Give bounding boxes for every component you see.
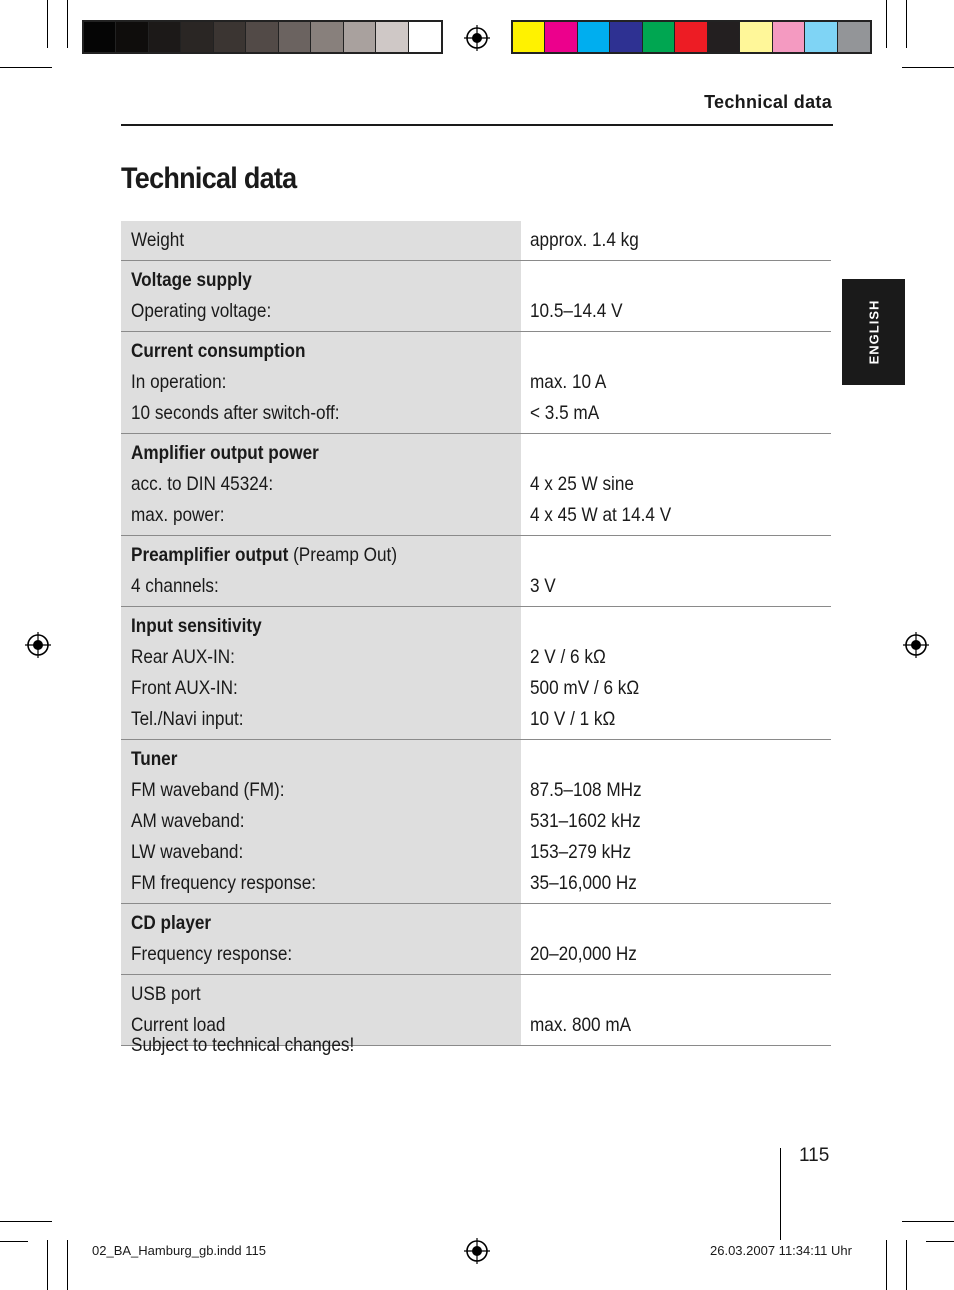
spec-value: 35–16,000 Hz xyxy=(530,872,637,894)
color-swatch xyxy=(805,22,837,52)
spec-heading: Voltage supply xyxy=(131,269,252,291)
spec-label: 4 channels: xyxy=(131,575,219,597)
spec-label: Frequency response: xyxy=(131,943,293,965)
crop-mark xyxy=(47,1240,48,1290)
spec-label: Current load xyxy=(131,1014,226,1036)
crop-mark xyxy=(906,0,907,48)
spec-labels xyxy=(121,904,521,974)
color-swatch xyxy=(578,22,610,52)
page-number: 115 xyxy=(799,1145,830,1166)
spec-section xyxy=(121,904,831,975)
color-swatch xyxy=(545,22,577,52)
spec-label: Front AUX-IN: xyxy=(131,677,238,699)
spec-section xyxy=(121,332,831,434)
color-swatch xyxy=(279,22,311,52)
process-color-bar xyxy=(511,20,872,54)
color-swatch xyxy=(311,22,343,52)
disclaimer-note: Subject to technical changes! xyxy=(131,1034,355,1056)
spec-heading: Tuner xyxy=(131,748,178,770)
spec-value: 10.5–14.4 V xyxy=(530,300,623,322)
spec-label: Weight xyxy=(131,229,185,251)
spec-labels xyxy=(121,536,521,606)
color-swatch xyxy=(838,22,870,52)
slug-filename: 02_BA_Hamburg_gb.indd 115 xyxy=(92,1243,266,1258)
spec-value: 87.5–108 MHz xyxy=(530,779,642,801)
color-swatch xyxy=(149,22,181,52)
spec-labels xyxy=(121,261,521,331)
spec-value: 531–1602 kHz xyxy=(530,810,641,832)
spec-heading: Amplifier output power xyxy=(131,442,319,464)
spec-value: 3 V xyxy=(530,575,556,597)
spec-labels xyxy=(121,740,521,903)
spec-labels xyxy=(121,434,521,535)
crop-mark xyxy=(67,1240,68,1290)
running-head: Technical data xyxy=(704,92,832,112)
spec-value: 20–20,000 Hz xyxy=(530,943,637,965)
spec-section xyxy=(121,536,831,607)
spec-label: Rear AUX-IN: xyxy=(131,646,235,668)
spec-label: USB port xyxy=(131,983,201,1005)
crop-mark xyxy=(902,1221,954,1222)
spec-value: 4 x 25 W sine xyxy=(530,473,634,495)
spec-label: AM waveband: xyxy=(131,810,245,832)
spec-value: max. 10 A xyxy=(530,371,607,393)
color-swatch xyxy=(513,22,545,52)
color-swatch xyxy=(344,22,376,52)
spec-heading: Input sensitivity xyxy=(131,615,262,637)
spec-label: FM waveband (FM): xyxy=(131,779,285,801)
spec-values xyxy=(521,434,831,535)
spec-value: max. 800 mA xyxy=(530,1014,632,1036)
spec-value xyxy=(530,611,795,642)
spec-heading: Current consumption xyxy=(131,340,306,362)
footer-rule xyxy=(780,1148,781,1240)
spec-label: FM frequency response: xyxy=(131,872,317,894)
spec-labels xyxy=(121,221,521,260)
spec-label: max. power: xyxy=(131,504,225,526)
color-swatch xyxy=(708,22,740,52)
color-swatch xyxy=(740,22,772,52)
spec-value: 153–279 kHz xyxy=(530,841,632,863)
crop-mark xyxy=(67,0,68,48)
spec-values xyxy=(521,332,831,433)
slug-timestamp: 26.03.2007 11:34:11 Uhr xyxy=(710,1243,852,1258)
grayscale-color-bar xyxy=(82,20,443,54)
spec-value xyxy=(530,540,795,571)
spec-value xyxy=(530,908,795,939)
spec-label: acc. to DIN 45324: xyxy=(131,473,274,495)
crop-mark xyxy=(0,1221,52,1222)
registration-mark-icon xyxy=(464,1238,490,1264)
spec-values xyxy=(521,607,831,739)
spec-values xyxy=(521,536,831,606)
crop-mark xyxy=(886,1240,887,1290)
color-swatch xyxy=(214,22,246,52)
spec-value xyxy=(530,744,795,775)
spec-value: 10 V / 1 kΩ xyxy=(530,708,616,730)
spec-value: 4 x 45 W at 14.4 V xyxy=(530,504,672,526)
crop-mark xyxy=(47,0,48,48)
spec-value: 500 mV / 6 kΩ xyxy=(530,677,640,699)
spec-values xyxy=(521,975,831,1045)
crop-mark xyxy=(906,1240,907,1290)
spec-section xyxy=(121,434,831,536)
spec-section xyxy=(121,221,831,261)
crop-mark xyxy=(926,1241,954,1242)
spec-heading: CD player xyxy=(131,912,212,934)
color-swatch xyxy=(181,22,213,52)
spec-label: LW waveband: xyxy=(131,841,244,863)
registration-mark-icon xyxy=(25,632,51,658)
spec-value xyxy=(530,265,795,296)
color-swatch xyxy=(409,22,441,52)
spec-section xyxy=(121,740,831,904)
spec-values xyxy=(521,904,831,974)
spec-label: In operation: xyxy=(131,371,227,393)
spec-label: Operating voltage: xyxy=(131,300,272,322)
crop-mark xyxy=(902,67,954,68)
spec-value: 2 V / 6 kΩ xyxy=(530,646,606,668)
page-title: Technical data xyxy=(121,162,297,195)
color-swatch xyxy=(675,22,707,52)
crop-mark xyxy=(0,1241,28,1242)
spec-value: < 3.5 mA xyxy=(530,402,600,424)
color-swatch xyxy=(610,22,642,52)
language-tab xyxy=(842,279,905,385)
spec-values xyxy=(521,221,831,260)
color-swatch xyxy=(84,22,116,52)
spec-labels xyxy=(121,332,521,433)
spec-section xyxy=(121,261,831,332)
color-swatch xyxy=(246,22,278,52)
spec-value xyxy=(530,979,795,1010)
spec-values xyxy=(521,740,831,903)
spec-value xyxy=(530,438,795,469)
language-tab-label: ENGLISH xyxy=(866,299,881,365)
color-swatch xyxy=(643,22,675,52)
registration-mark-icon xyxy=(464,25,490,51)
color-swatch xyxy=(773,22,805,52)
spec-heading-text: Preamplifier output xyxy=(131,544,289,566)
spec-values xyxy=(521,261,831,331)
spec-value: approx. 1.4 kg xyxy=(530,229,639,251)
spec-label: 10 seconds after switch-off: xyxy=(131,402,340,424)
spec-value xyxy=(530,336,795,367)
spec-table xyxy=(121,221,831,1046)
crop-mark xyxy=(886,0,887,48)
spec-section xyxy=(121,607,831,740)
spec-heading-suffix: (Preamp Out) xyxy=(288,544,398,566)
header-rule xyxy=(121,124,833,126)
crop-mark xyxy=(0,67,52,68)
spec-label: Tel./Navi input: xyxy=(131,708,244,730)
spec-labels xyxy=(121,607,521,739)
color-swatch xyxy=(376,22,408,52)
spec-heading xyxy=(131,540,474,571)
color-swatch xyxy=(116,22,148,52)
registration-mark-icon xyxy=(903,632,929,658)
